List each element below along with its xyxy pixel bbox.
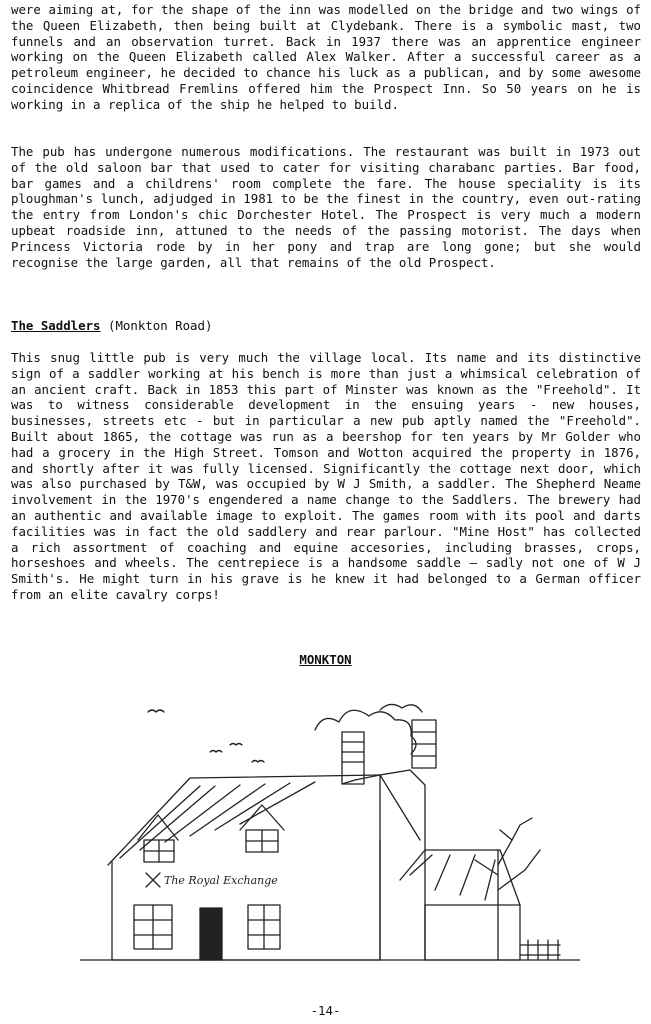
cloud-mark — [380, 704, 422, 712]
sign-cross — [146, 873, 160, 887]
bird-mark — [210, 751, 222, 753]
cloud-mark — [315, 710, 416, 754]
bird-mark — [252, 761, 264, 763]
section-subtitle: (Monkton Road) — [108, 318, 213, 333]
section-title: The Saddlers — [11, 318, 101, 333]
dormer-right — [240, 805, 284, 830]
section-heading — [11, 318, 212, 334]
pub-sign-text: The Royal Exchange — [164, 874, 278, 887]
page-number: -14- — [310, 1003, 341, 1018]
gable-end — [380, 770, 425, 960]
chimney-left — [342, 732, 364, 784]
figure-caption: MONKTON — [299, 652, 352, 667]
pub-sketch-illustration — [80, 690, 580, 990]
paragraph-prospect-history: were aiming at, for the shape of the inn was modelled on the bridge and two wings of the Queen Elizabeth, then being built at Clydebank. There is a symbolic mast, two funnels and an observation turret. Back in 1937 there was an apprentice engineer working on the Queen Elizabeth called Alex Walker. After a successful career as a petroleum engineer, he decided to chance his luck as a publican, and by some awesome coincidence Whitbread Fremlins offered him the Prospect Inn. So 50 years on he is working in a replica of the ship he helped to build. — [11, 2, 641, 112]
bird-mark — [230, 744, 242, 746]
paragraph-prospect-modifications: The pub has undergone numerous modifications. The restaurant was built in 1973 out of the old saloon bar that used to cater for visiting charabanc parties. Bar food, bar games and a childrens' room complete the fare. The house speciality is its ploughman's lunch, adjudged in 1981 to be the finest in the country, even out-rating the entry from London's chic Dorchester Hotel. The Prospect is very much a modern upbeat roadside inn, attuned to the needs of the passing motorist. The days when Princess Victoria rode by in her pony and trap are long gone; but she would recognise the large garden, all that remains of the old Prospect. — [11, 144, 641, 270]
front-door — [200, 908, 222, 960]
bird-mark — [148, 710, 164, 712]
front-wall — [112, 840, 380, 960]
paragraph-saddlers: This snug little pub is very much the village local. Its name and its distinctive sign of a saddler working at his bench is more than just a whimsical celebration of an ancient craft. Back in 1853 this part of Minster was known as the "Freehold". It was to witness considerable development in the ensuing years - new houses, businesses, streets etc - but in particular a new pub aptly named the "Freehold". Built about 1865, the cottage was run as a beershop for ten years by Mr Golder who had a grocery in the High Street. Tomson and Wotton acquired the property in 1876, and shortly after it was fully licensed. Significantly the cottage next door, which was also purchased by T&W, was occupied by W J Smith, a saddler. The Shepherd Neame involvement in the 1970's engendered a name change to the Saddlers. The brewery had an authentic and available image to exploit. The games room with its pool and darts facilities was in fact the old saddlery and rear parlour. "Mine Host" has collected a rich assortment of coaching and equine accesories, including brasses, crops, horseshoes and wheels. The centrepiece is a handsome saddle — sadly not one of W J Smith's. He might turn in his grave is he knew it had belonged to a German officer from an elite cavalry corps! — [11, 350, 641, 602]
